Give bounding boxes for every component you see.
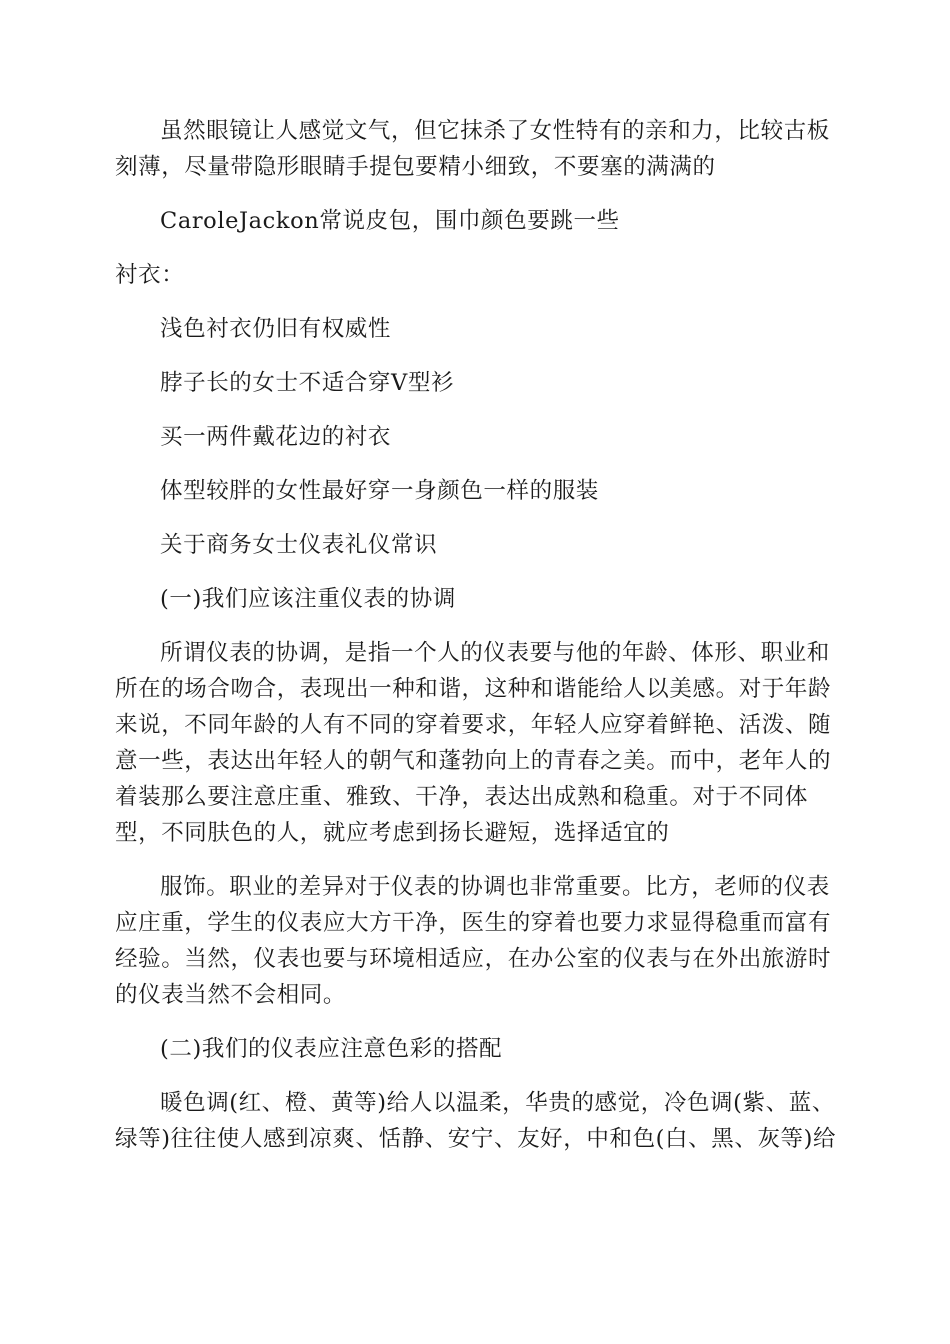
list-item-v-neck: 脖子长的女士不适合穿V型衫 bbox=[160, 370, 455, 396]
document-body bbox=[115, 113, 837, 1175]
subheading-color-matching: (二)我们的仪表应注意色彩的搭配 bbox=[160, 1036, 503, 1062]
list-item-lace-shirt: 买一两件戴花边的衬衣 bbox=[160, 424, 392, 450]
list-item-light-shirt: 浅色衬衣仍旧有权威性 bbox=[160, 316, 392, 342]
list-item-single-color: 体型较胖的女性最好穿一身颜色一样的服装 bbox=[160, 478, 599, 504]
paragraph-glasses-advice: 虽然眼镜让人感觉文气，但它抹杀了女性特有的亲和力，比较古板刻薄，尽量带隐形眼睛手提包要精小细致，不要塞的满满的 bbox=[115, 118, 830, 180]
subheading-coordination: (一)我们应该注重仪表的协调 bbox=[160, 586, 456, 612]
paragraph-coordination-age: 所谓仪表的协调，是指一个人的仪表要与他的年龄、体形、职业和所在的场合吻合，表现出一种和谐，这种和谐能给人以美感。对于年龄来说，不同年龄的人有不同的穿着要求，年轻人应穿着鲜艳、活泼、随意一些，表达出年轻人的朝气和蓬勃向上的青春之美。而中，老年人的着装那么要注意庄重、雅致、干净，表达出成熟和稳重。对于不同体型，不同肤色的人，就应考虑到扬长避短，选择适宜的 bbox=[115, 640, 832, 846]
paragraph-bag-scarf: CaroleJackon常说皮包，围巾颜色要跳一些 bbox=[160, 208, 620, 234]
paragraph-coordination-profession: 服饰。职业的差异对于仪表的协调也非常重要。比方，老师的仪表应庄重，学生的仪表应大方干净，医生的穿着也要力求显得稳重而富有经验。当然，仪表也要与环境相适应，在办公室的仪表与在外出旅游时的仪表当然不会相同。 bbox=[115, 874, 832, 1008]
paragraph-color-tones: 暖色调(红、橙、黄等)给人以温柔，华贵的感觉，冷色调(紫、蓝、绿等)往往使人感到凉爽、恬静、安宁、友好，中和色(白、黑、灰等)给 bbox=[115, 1090, 837, 1152]
section-title-etiquette: 关于商务女士仪表礼仪常识 bbox=[160, 532, 438, 558]
section-heading-shirts: 衬衣： bbox=[115, 262, 185, 288]
